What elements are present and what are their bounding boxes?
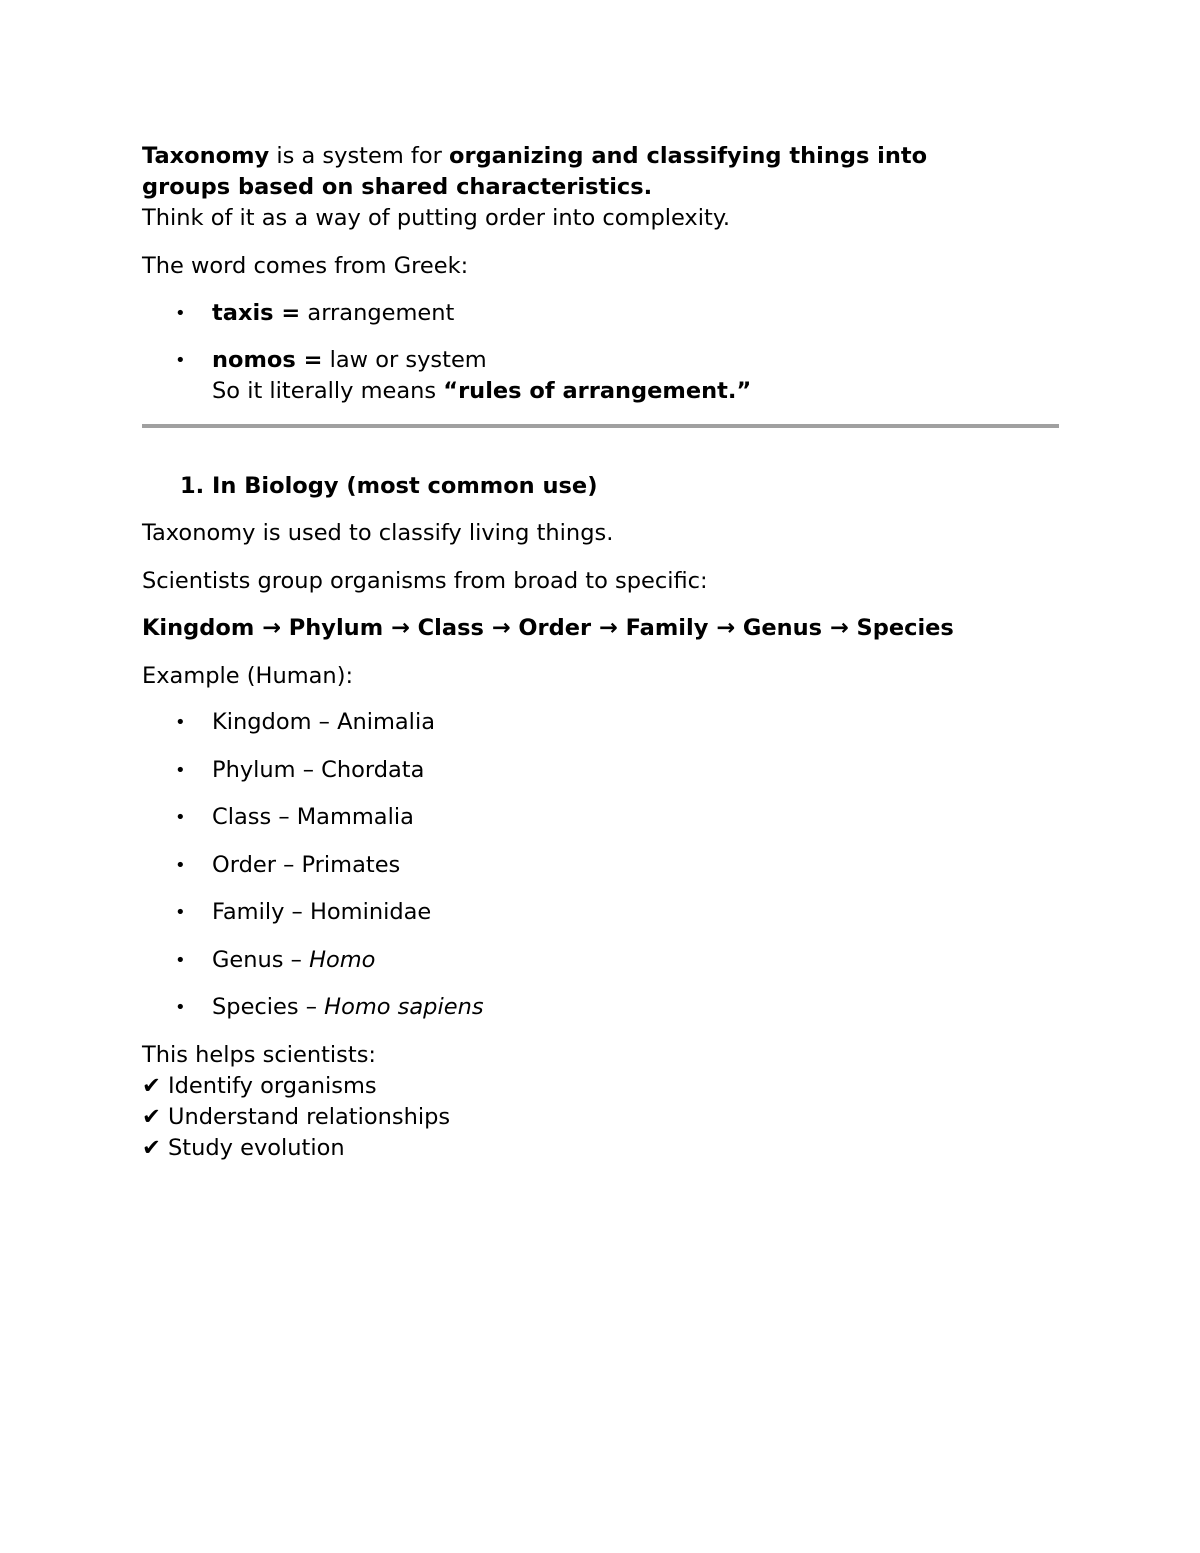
check-item: ✔ Study evolution	[142, 1135, 345, 1161]
bullet-icon: •	[175, 950, 186, 971]
section-heading	[180, 471, 597, 501]
rank-name: Species –	[212, 994, 325, 1020]
greek-meaning: law or system	[322, 347, 487, 373]
rank-name: Kingdom –	[212, 709, 338, 735]
bullet-icon: •	[175, 760, 186, 781]
rank-item	[212, 897, 431, 927]
etymology-item	[212, 345, 487, 375]
intro-mid-text: is a system for	[269, 143, 450, 169]
rank-name: Class –	[212, 804, 297, 830]
literal-prefix: So it literally means	[212, 378, 444, 404]
rank-item	[212, 945, 375, 975]
rank-value: Primates	[301, 852, 401, 878]
example-label: Example (Human):	[142, 663, 354, 689]
think-sentence: Think of it as a way of putting order into complexity.	[142, 205, 731, 231]
rank-item	[212, 992, 484, 1022]
rank-value: Mammalia	[296, 804, 414, 830]
greek-word: nomos =	[212, 347, 323, 373]
bullet-icon: •	[175, 350, 186, 371]
rank-value: Homo sapiens	[324, 994, 484, 1020]
horizontal-divider	[142, 424, 1059, 428]
rank-value: Chordata	[321, 757, 425, 783]
greek-word: taxis =	[212, 300, 301, 326]
bullet-icon: •	[175, 807, 186, 828]
check-item: ✔ Identify organisms	[142, 1073, 377, 1099]
intro-line-1	[142, 141, 927, 171]
section-paragraph-2: Scientists group organisms from broad to specific:	[142, 568, 708, 594]
bullet-icon: •	[175, 855, 186, 876]
section-paragraph-1: Taxonomy is used to classify living things.	[142, 520, 614, 546]
section-number: 1.	[180, 473, 205, 499]
etymology-item	[212, 298, 454, 328]
rank-item	[212, 707, 435, 737]
rank-value: Hominidae	[309, 899, 432, 925]
rank-name: Phylum –	[212, 757, 322, 783]
section-title: In Biology (most common use)	[212, 473, 598, 499]
check-item: ✔ Understand relationships	[142, 1104, 451, 1130]
bullet-icon: •	[175, 997, 186, 1018]
rank-name: Family –	[212, 899, 310, 925]
rank-item	[212, 802, 414, 832]
greek-meaning: arrangement	[300, 300, 455, 326]
document-page	[142, 0, 1062, 1553]
definition-part-2: groups based on shared characteristics.	[142, 174, 653, 200]
rank-item	[212, 755, 424, 785]
rank-hierarchy: Kingdom → Phylum → Class → Order → Family → Genus → Species	[142, 615, 954, 641]
rank-value: Homo	[309, 947, 376, 973]
bullet-icon: •	[175, 902, 186, 923]
greek-intro: The word comes from Greek:	[142, 253, 469, 279]
rank-item	[212, 850, 400, 880]
helps-label: This helps scientists:	[142, 1042, 377, 1068]
rank-value: Animalia	[337, 709, 435, 735]
bullet-icon: •	[175, 303, 186, 324]
term-taxonomy: Taxonomy	[142, 143, 270, 169]
literal-meaning: “rules of arrangement.”	[443, 378, 752, 404]
literal-meaning-line	[212, 376, 751, 406]
rank-name: Order –	[212, 852, 302, 878]
bullet-icon: •	[175, 712, 186, 733]
rank-name: Genus –	[212, 947, 310, 973]
definition-part-1: organizing and classifying things into	[449, 143, 928, 169]
